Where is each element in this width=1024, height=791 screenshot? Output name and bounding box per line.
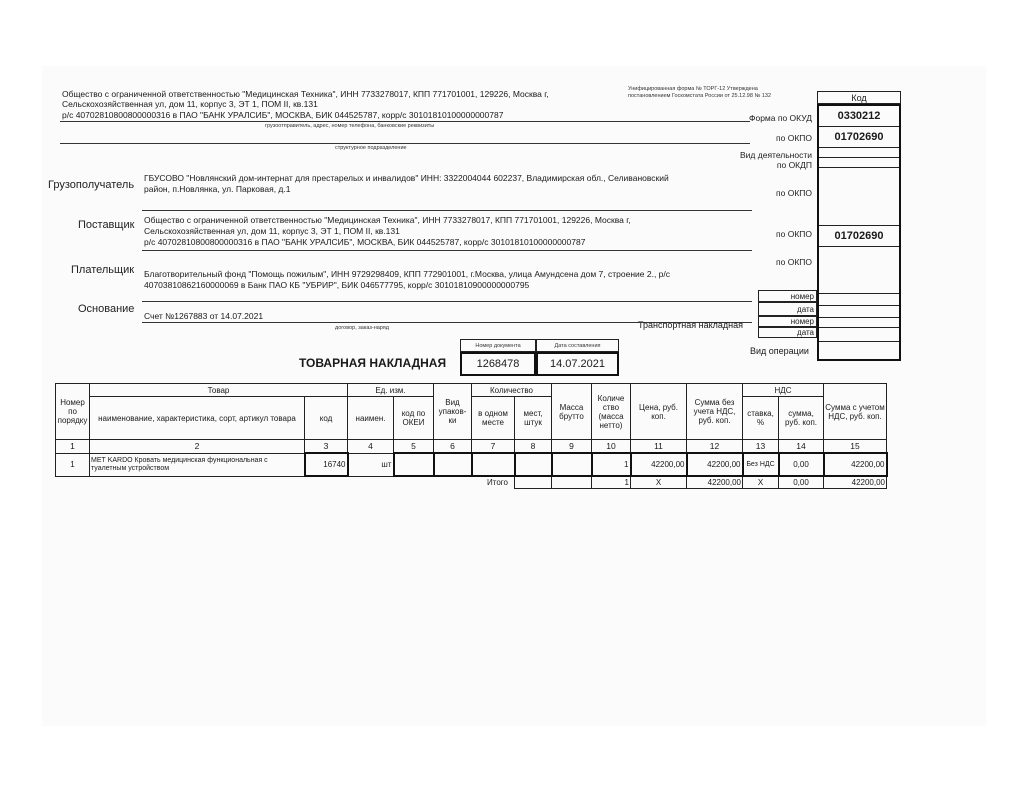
th-goods: Товар xyxy=(90,384,348,397)
th-vat-rate: ставка, % xyxy=(743,397,779,440)
supplier-line2: Сельскохозяйственная ул, дом 11, корпус 3, ЭТ 1, ПОМ II, кв.131 xyxy=(144,226,400,236)
division-underline xyxy=(60,143,750,144)
th-unit-okei: код по ОКЕИ xyxy=(394,397,434,440)
col-number: 15 xyxy=(824,440,887,454)
basis-underline xyxy=(142,322,752,323)
total-vat-sum: 0,00 xyxy=(779,476,824,488)
col-number: 10 xyxy=(592,440,631,454)
transport-date-label: дата xyxy=(758,327,817,338)
total-gross xyxy=(552,476,592,488)
code-header: Код xyxy=(817,91,901,104)
goods-table xyxy=(55,383,888,489)
total-sum-with-vat: 42200,00 xyxy=(824,476,887,488)
col-number: 5 xyxy=(394,440,434,454)
basis-date-label: дата xyxy=(758,302,817,316)
form-note-line2: постановлением Госкомстата России от 25.12.98 № 132 xyxy=(628,93,772,99)
supplier-label: Поставщик xyxy=(78,219,135,231)
th-unit-name: наимен. xyxy=(348,397,394,440)
col-number: 8 xyxy=(515,440,552,454)
row-gross xyxy=(552,453,592,476)
col-number: 3 xyxy=(305,440,348,454)
okdp-label: по ОКДП xyxy=(776,160,812,170)
row-no: 1 xyxy=(56,453,90,476)
table-row xyxy=(56,453,887,476)
supplier-line1: Общество с ограниченной ответственностью "Медицинская Техника", ИНН 7733278017, КПП 771701001, 129226, Москва г, xyxy=(144,215,631,225)
okpo-label: по ОКПО xyxy=(776,133,812,143)
total-row xyxy=(56,476,887,488)
col-number: 4 xyxy=(348,440,394,454)
okpo2-label: по ОКПО xyxy=(776,188,812,198)
th-no: Номер по порядку xyxy=(56,384,90,440)
payer-underline xyxy=(142,301,752,302)
row-price: 42200,00 xyxy=(631,453,687,476)
row-qty-place xyxy=(472,453,515,476)
supplier-underline xyxy=(142,250,752,251)
th-gross: Масса брутто xyxy=(552,384,592,440)
okpo3-value: 01702690 xyxy=(819,226,899,247)
th-price: Цена, руб. коп. xyxy=(631,384,687,440)
basis-date-cell xyxy=(819,306,899,318)
payer-label: Плательщик xyxy=(71,264,135,276)
th-qty-place: в одном месте xyxy=(472,397,515,440)
row-okei xyxy=(394,453,434,476)
th-sum-with-vat: Сумма с учетом НДС, руб. коп. xyxy=(824,384,887,440)
okpo3-label: по ОКПО xyxy=(776,229,812,239)
basis-caption: договор, заказ-наряд xyxy=(335,325,389,331)
form-note-line1: Унифицированная форма № ТОРГ-12 Утверждена xyxy=(628,86,758,92)
doc-number-header: Номер документа xyxy=(475,343,521,349)
total-vat-rate: Х xyxy=(743,476,779,488)
consignor-underline xyxy=(60,121,750,122)
th-goods-code: код xyxy=(305,397,348,440)
payer-line1: Благотворительный фонд "Помощь пожилым", ИНН 9729298409, КПП 772901001, г.Москва, улица Амундсена дом 7, строение 2., р/с xyxy=(144,269,671,279)
row-code: 16740 xyxy=(305,453,348,476)
okud-value: 0330212 xyxy=(819,106,899,127)
col-number: 9 xyxy=(552,440,592,454)
basis-label: Основание xyxy=(78,303,135,315)
row-name: МЕТ KARDO Кровать медицинская функциональная с туалетным устройством xyxy=(90,453,305,476)
doc-date: 14.07.2021 xyxy=(536,352,619,376)
payer-line2: 40703810862160000069 в Банк ПАО КБ "УБРИР", БИК 046577795, корр/с 30101810900000000795 xyxy=(144,280,530,290)
row-pack xyxy=(434,453,472,476)
row-sum-wo-vat: 42200,00 xyxy=(687,453,743,476)
okpo4-cell xyxy=(819,247,899,294)
col-number: 12 xyxy=(687,440,743,454)
document-title: ТОВАРНАЯ НАКЛАДНАЯ xyxy=(299,356,447,370)
total-label: Итого xyxy=(487,478,508,487)
th-pack: Вид упаков- ки xyxy=(434,384,472,440)
consignee-label: Грузополучатель xyxy=(48,179,135,191)
transport-number-cell xyxy=(819,318,899,328)
basis-number-label: номер xyxy=(758,290,817,302)
consignor-line3: р/с 40702810800800000316 в ПАО "БАНК УРАЛСИБ", МОСКВА, БИК 044525787, корр/с 30101810100000000787 xyxy=(62,110,504,120)
total-qty-places xyxy=(515,476,552,488)
transport-date-cell xyxy=(819,328,899,342)
total-sum-wo-vat: 42200,00 xyxy=(687,476,743,488)
col-number: 13 xyxy=(743,440,779,454)
row-vat-rate: Без НДС xyxy=(743,453,779,476)
row-sum-with-vat: 42200,00 xyxy=(824,453,887,476)
th-qty-places: мест, штук xyxy=(515,397,552,440)
th-qty: Количество xyxy=(472,384,552,397)
operation-label: Вид операции xyxy=(750,346,809,356)
col-number: 2 xyxy=(90,440,305,454)
col-number: 1 xyxy=(56,440,90,454)
th-vat: НДС xyxy=(743,384,824,397)
consignor-caption: грузоотправитель, адрес, номер телефона, банковские реквизиты xyxy=(265,123,435,129)
doc-number-header-cell xyxy=(460,339,536,352)
basis-number-cell xyxy=(819,294,899,306)
row-unit: шт xyxy=(348,453,394,476)
col-number: 6 xyxy=(434,440,472,454)
okpo-value: 01702690 xyxy=(819,127,899,148)
total-qty: 1 xyxy=(592,476,631,488)
transport-number-label: номер xyxy=(758,316,817,327)
basis-value: Счет №1267883 от 14.07.2021 xyxy=(144,311,264,321)
total-price: Х xyxy=(631,476,687,488)
consignee-underline xyxy=(142,210,752,211)
row-vat-sum: 0,00 xyxy=(779,453,824,476)
consignor-line1: Общество с ограниченной ответственностью "Медицинская Техника", ИНН 7733278017, КПП 771701001, 129226, Москва г, xyxy=(62,89,549,99)
okpo2-cell xyxy=(819,168,899,226)
doc-number: 1268478 xyxy=(460,352,536,376)
th-net: Количе ство (масса нетто) xyxy=(592,384,631,440)
th-sum-wo-vat: Сумма без учета НДС, руб. коп. xyxy=(687,384,743,440)
consignee-line1: ГБУСОВО "Новлянский дом-интернат для престарелых и инвалидов" ИНН: 3322004044 602237, Владимирская обл., Селивановский xyxy=(144,173,669,183)
supplier-line3: р/с 40702810800800000316 в ПАО "БАНК УРАЛСИБ", МОСКВА, БИК 044525787, корр/с 30101810100000000787 xyxy=(144,237,586,247)
col-number: 11 xyxy=(631,440,687,454)
codes-column xyxy=(817,104,901,361)
th-goods-name: наименование, характеристика, сорт, артикул товара xyxy=(90,397,305,440)
th-vat-sum: сумма, руб. коп. xyxy=(779,397,824,440)
consignor-line2: Сельскохозяйственная ул, дом 11, корпус 3, ЭТ 1, ПОМ II, кв.131 xyxy=(62,99,318,109)
row-qty-places xyxy=(515,453,552,476)
activity-cell xyxy=(819,148,899,158)
okdp-cell xyxy=(819,158,899,168)
activity-label: Вид деятельности xyxy=(740,150,812,160)
col-number: 14 xyxy=(779,440,824,454)
consignee-line2: район, п.Новлянка, ул. Парковая, д.1 xyxy=(144,184,291,194)
division-caption: структурное подразделение xyxy=(335,145,407,151)
th-unit: Ед. изм. xyxy=(348,384,434,397)
doc-date-header-cell xyxy=(536,339,619,352)
okpo4-label: по ОКПО xyxy=(776,257,812,267)
row-qty: 1 xyxy=(592,453,631,476)
okud-label: Форма по ОКУД xyxy=(749,113,812,123)
transport-label: Транспортная накладная xyxy=(638,320,744,330)
doc-date-header: Дата составления xyxy=(554,343,601,349)
col-number: 7 xyxy=(472,440,515,454)
